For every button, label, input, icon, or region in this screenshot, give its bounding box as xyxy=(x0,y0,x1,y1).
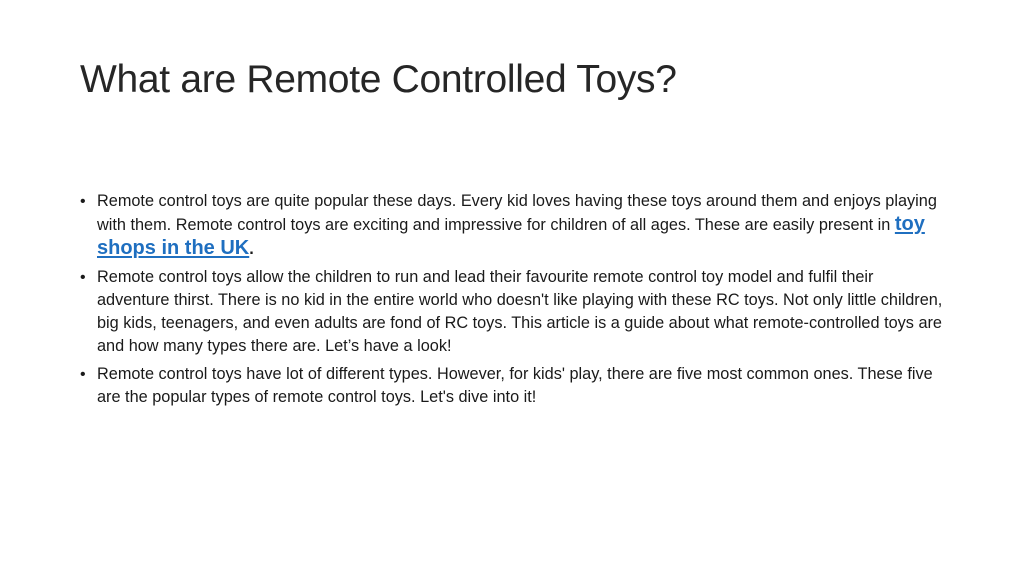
bullet-text: Remote control toys allow the children to run and lead their favourite remote control toy model and fulfil their adventure thirst. There is no kid in the entire world who doesn't like playing with these RC toys. Not only little children, big kids, teenagers, and even adults are fond of RC toys. This article is a guide about what remote-controlled toys are and how many types there are. Let’s have a look! xyxy=(97,268,943,355)
bullet-item-2 xyxy=(80,266,950,358)
bullet-item-3 xyxy=(80,363,950,409)
toy-shops-link[interactable]: toy shops in the UK xyxy=(97,213,925,259)
bullet-text: Remote control toys have lot of different types. However, for kids' play, there are five most common ones. These five are the popular types of remote control toys. Let's dive into it! xyxy=(97,365,933,406)
bullet-dot: • xyxy=(80,193,86,210)
bullet-text: Remote control toys are quite popular these days. Every kid loves having these toys around them and enjoys playing with them. Remote control toys are exciting and impressive for children of all ages. These are easily present in xyxy=(97,192,937,234)
bullet-text-end: . xyxy=(249,240,254,258)
bullet-list xyxy=(80,190,950,414)
bullet-item-1 xyxy=(80,190,950,261)
bullet-dot: • xyxy=(80,269,86,286)
slide-title: What are Remote Controlled Toys? xyxy=(80,58,677,101)
bullet-dot: • xyxy=(80,366,86,383)
